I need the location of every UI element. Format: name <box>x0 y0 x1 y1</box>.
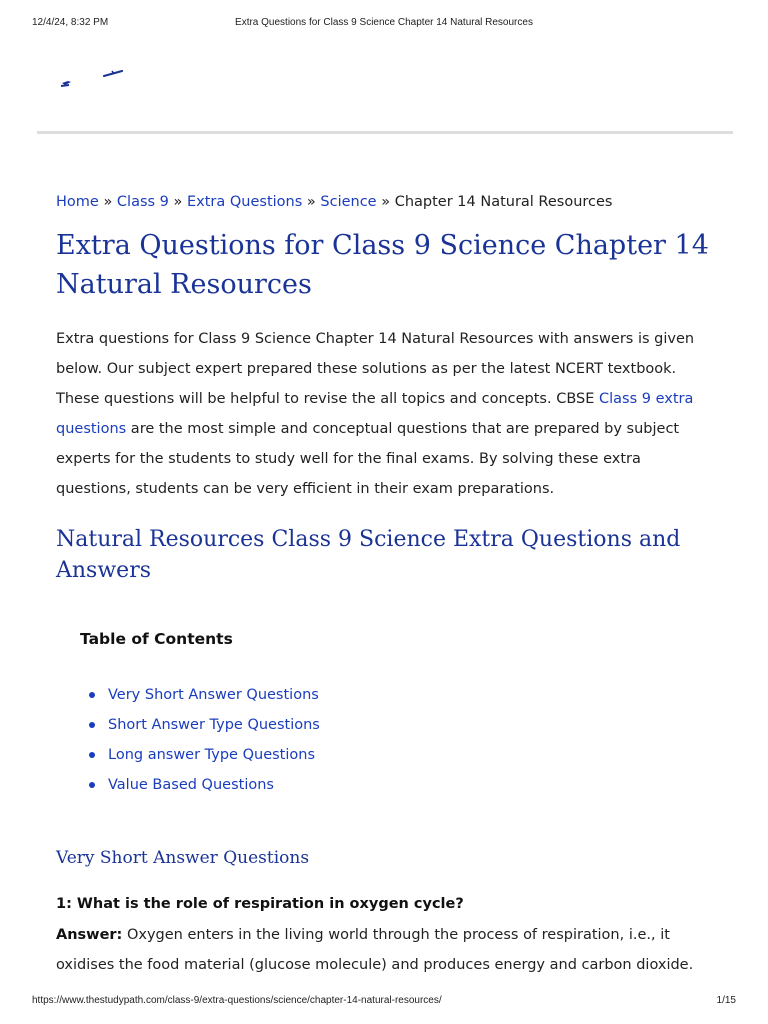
bullet-icon <box>89 692 95 698</box>
logo-mark-icon <box>58 62 128 90</box>
bullet-icon <box>89 722 95 728</box>
bullet-icon <box>89 782 95 788</box>
bullet-icon <box>89 752 95 758</box>
header-divider <box>37 131 733 134</box>
toc-link-very-short-answer[interactable]: Very Short Answer Questions <box>108 687 319 703</box>
question-1: 1: What is the role of respiration in oxygen cycle? <box>56 896 464 912</box>
toc-link-long-answer[interactable]: Long answer Type Questions <box>108 747 316 763</box>
answer-label: Answer: <box>56 927 123 943</box>
site-logo[interactable] <box>58 62 128 90</box>
toc-item-long-answer <box>87 740 320 770</box>
print-document-title: Extra Questions for Class 9 Science Chapter 14 Natural Resources <box>235 17 533 28</box>
toc-item-short-answer <box>87 710 320 740</box>
section-title: Natural Resources Class 9 Science Extra Questions and Answers <box>56 527 681 583</box>
answer-1-text: Oxygen enters in the living world through the process of respiration, i.e., it oxidises the food material (glucose molecule) and produces energy and carbon dioxide. <box>56 927 694 973</box>
toc-link-short-answer[interactable]: Short Answer Type Questions <box>108 717 320 733</box>
breadcrumb-separator: » <box>173 194 183 210</box>
class-9-extra-questions-link[interactable]: Class 9 extra questions <box>56 391 694 437</box>
breadcrumb-home-link[interactable]: Home <box>56 194 99 210</box>
breadcrumb-class-9-link[interactable]: Class 9 <box>116 194 169 210</box>
breadcrumb-separator: » <box>306 194 316 210</box>
toc-list <box>87 680 320 800</box>
toc-item-value-based <box>87 770 320 800</box>
subsection-title: Very Short Answer Questions <box>56 848 310 868</box>
intro-paragraph <box>56 324 718 504</box>
toc-title: Table of Contents <box>80 630 233 648</box>
print-date: 12/4/24, 8:32 PM <box>32 17 109 28</box>
breadcrumb-separator: » <box>381 194 391 210</box>
breadcrumb-science-link[interactable]: Science <box>320 194 377 210</box>
intro-text-before-link: Extra questions for Class 9 Science Chapter 14 Natural Resources with answers is given below. Our subject expert prepared these solutions as per the latest NCERT textbook. These questions will be helpful to revise the all topics and concepts. CBSE <box>56 331 695 407</box>
answer-1 <box>56 920 718 980</box>
intro-text-after-link: are the most simple and conceptual questions that are prepared by subject experts for the students to study well for the final exams. By solving these extra questions, students can be very efficient in their exam preparations. <box>56 421 680 497</box>
page-title: Extra Questions for Class 9 Science Chapter 14 Natural Resources <box>56 230 709 300</box>
toc-link-value-based[interactable]: Value Based Questions <box>108 777 274 793</box>
print-url: https://www.thestudypath.com/class-9/extra-questions/science/chapter-14-natural-resources/ <box>32 995 442 1006</box>
print-page-number: 1/15 <box>716 995 736 1006</box>
breadcrumb <box>56 194 613 210</box>
breadcrumb-current-page: Chapter 14 Natural Resources <box>394 194 613 210</box>
breadcrumb-separator: » <box>103 194 113 210</box>
breadcrumb-extra-questions-link[interactable]: Extra Questions <box>187 194 303 210</box>
print-header <box>0 17 768 31</box>
print-footer <box>0 995 768 1009</box>
toc-item-very-short-answer <box>87 680 320 710</box>
